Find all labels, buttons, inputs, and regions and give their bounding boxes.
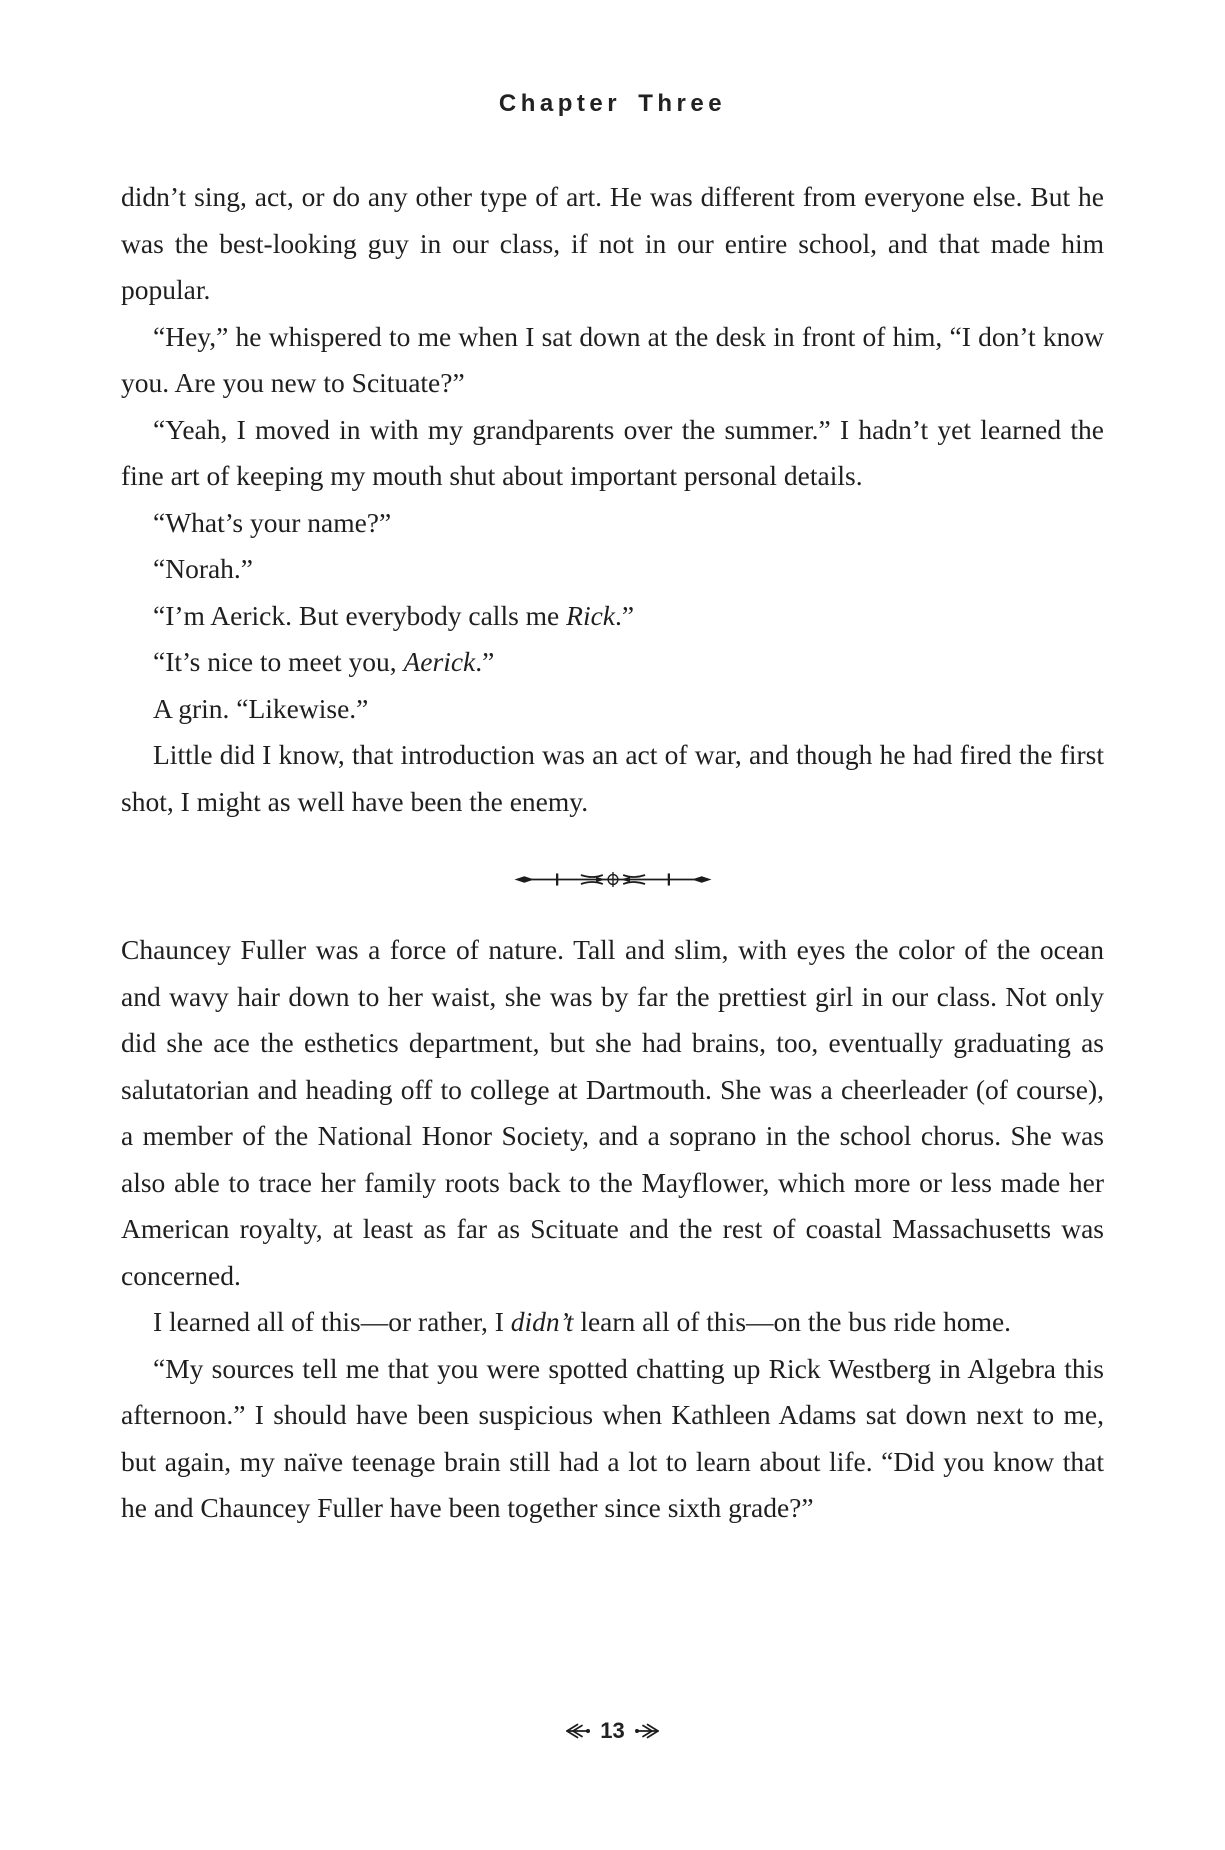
page-number: 13 <box>600 1718 625 1743</box>
text-run: .” <box>475 646 495 677</box>
body-paragraph <box>121 174 1104 314</box>
body-paragraph <box>121 639 1104 686</box>
body-paragraph <box>121 500 1104 547</box>
text-run: “It’s nice to meet you, <box>153 646 404 677</box>
arrow-divider-icon <box>513 866 713 893</box>
text-run: learn all of this—on the bus ride home. <box>573 1306 1012 1337</box>
scene-break-ornament <box>121 865 1104 893</box>
text-run: A grin. “Likewise.” <box>153 692 369 724</box>
page-footer <box>0 1718 1225 1744</box>
body-paragraph <box>121 593 1104 640</box>
text-run: Chauncey Fuller was a force of nature. Tall and slim, with eyes the color of the ocean and wavy hair down to her waist, she was by far the prettiest girl in our class. Not only did she ace the esthetics department, but she had brains, too, eventually graduating as salutatorian and heading off to college at Dartmouth. She was a cheerleader (of course), a member of the National Honor Society, and a soprano in the school chorus. She was also able to trace her family roots back to the Mayflower, which more or less made her American royalty, at least as far as Scituate and the rest of coastal Massachusetts was concerned. <box>121 934 1104 1291</box>
text-run: “I’m Aerick. But everybody calls me <box>153 599 567 631</box>
body-paragraph <box>121 1346 1104 1532</box>
body-paragraph <box>121 314 1104 407</box>
italic-text-run: didn’t <box>510 1306 574 1337</box>
text-run: I learned all of this—or rather, I <box>153 1306 511 1337</box>
body-paragraph <box>121 1299 1104 1346</box>
italic-text-run: Rick <box>566 599 615 631</box>
chapter-title: Chapter Three <box>498 90 727 117</box>
text-run: “What’s your name?” <box>153 506 392 538</box>
body-paragraph <box>121 546 1104 593</box>
body-paragraph <box>121 927 1104 1299</box>
body-paragraph <box>121 732 1104 825</box>
text-run: didn’t sing, act, or do any other type of art. He was different from everyone else. But he was the best-looking guy in our class, if not in our entire school, and that made him popular. <box>121 181 1104 305</box>
text-run: “Hey,” he whispered to me when I sat down at the desk in front of him, “I don’t know you. Are you new to Scituate?” <box>121 320 1104 398</box>
text-run: “Yeah, I moved in with my grandparents over the summer.” I hadn’t yet learned the fine art of keeping my mouth shut about important personal details. <box>121 413 1104 491</box>
body-paragraph <box>121 686 1104 733</box>
text-run: Little did I know, that introduction was an act of war, and though he had fired the first shot, I might as well have been the enemy. <box>121 739 1104 817</box>
page-body <box>121 174 1104 1532</box>
text-run: “Norah.” <box>153 553 254 584</box>
feathered-arrow-left-icon <box>564 1722 591 1740</box>
text-run: .” <box>615 599 635 631</box>
body-paragraph <box>121 407 1104 500</box>
italic-text-run: Aerick <box>403 646 476 677</box>
feathered-arrow-right-icon <box>634 1722 661 1740</box>
text-run: “My sources tell me that you were spotted chatting up Rick Westberg in Algebra this afternoon.” I should have been suspicious when Kathleen Adams sat down next to me, but again, my naïve teenage brain still had a lot to learn about life. “Did you know that he and Chauncey Fuller have been together since sixth grade?” <box>121 1352 1104 1523</box>
